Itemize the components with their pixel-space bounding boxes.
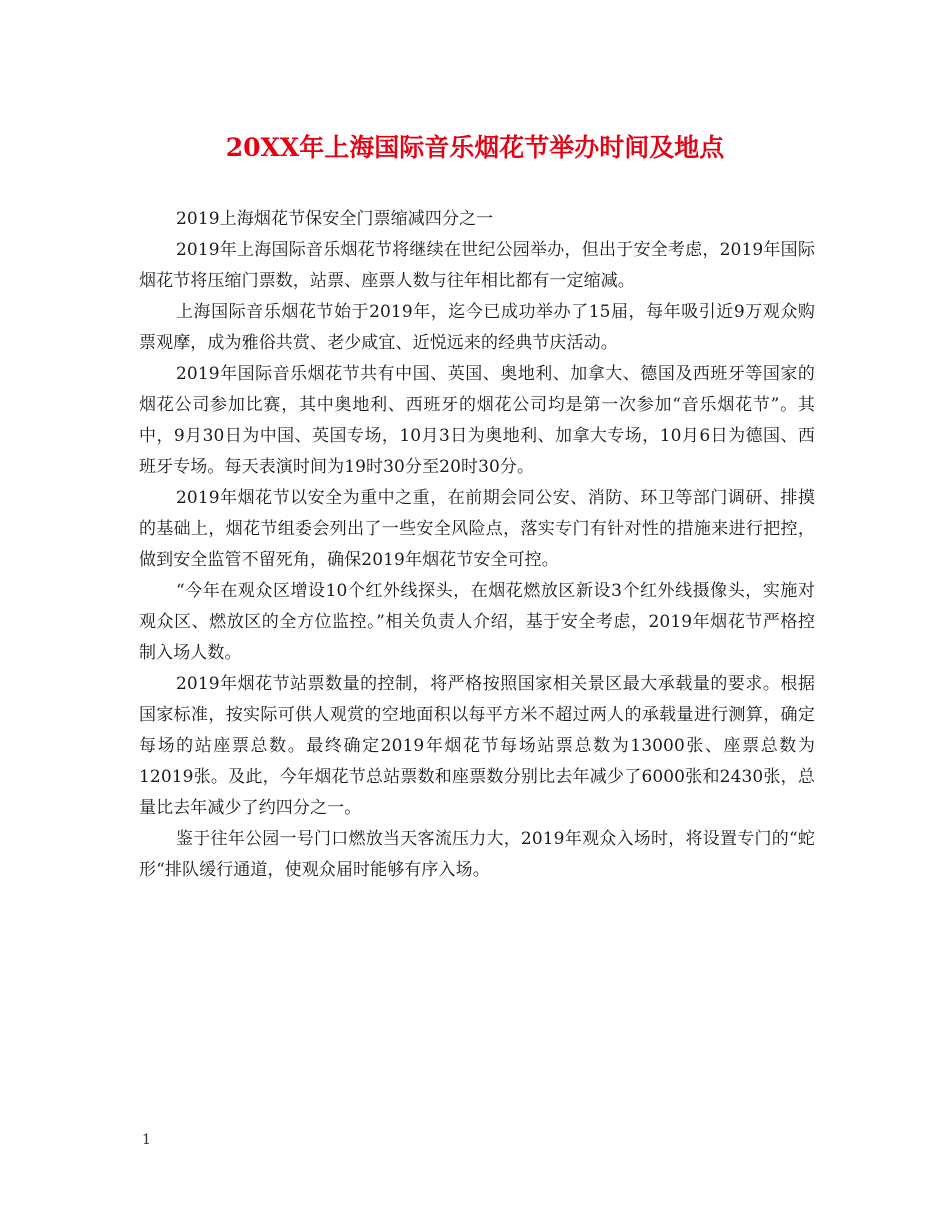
paragraph: 上海国际音乐烟花节始于2019年，迄今已成功举办了15届，每年吸引近9万观众购票观摩，成为雅俗共赏、老少咸宜、近悦远来的经典节庆活动。 [139, 302, 815, 353]
paragraph: 鉴于往年公园一号门口燃放当天客流压力大，2019年观众入场时，将设置专门的“蛇形“排队缓行通道，使观众届时能够有序入场。 [139, 829, 815, 880]
paragraph: 2019年国际音乐烟花节共有中国、英国、奥地利、加拿大、德国及西班牙等国家的烟花公司参加比赛，其中奥地利、西班牙的烟花公司均是第一次参加“音乐烟花节”。其中，9月30日为中国、英国专场，10月3日为奥地利、加拿大专场，10月6日为德国、西班牙专场。每天表演时间为19时30分至20时30分。 [139, 364, 815, 477]
paragraph-quote: “今年在观众区增设10个红外线探头，在烟花燃放区新设3个红外线摄像头，实施对观众区、燃放区的全方位监控。”相关负责人介绍，基于安全考虑，2019年烟花节严格控制入场人数。 [139, 581, 815, 663]
paragraph: 2019年烟花节以安全为重中之重，在前期会同公安、消防、环卫等部门调研、排摸的基础上，烟花节组委会列出了一些安全风险点，落实专门有针对性的措施来进行把控，做到安全监管不留死角，确保2019年烟花节安全可控。 [139, 488, 815, 570]
paragraph-subtitle: 2019上海烟花节保安全门票缩减四分之一 [176, 209, 494, 229]
paragraph: 2019年烟花节站票数量的控制，将严格按照国家相关景区最大承载量的要求。根据国家标准，按实际可供人观赏的空地面积以每平方米不超过两人的承载量进行测算，确定每场的站座票总数。最终确定2019年烟花节每场站票总数为13000张、座票总数为12019张。及此，今年烟花节总站票数和座票数分别比去年减少了6000张和2430张，总量比去年减少了约四分之一。 [139, 674, 815, 818]
paragraph: 2019年上海国际音乐烟花节将继续在世纪公园举办，但出于安全考虑，2019年国际烟花节将压缩门票数，站票、座票人数与往年相比都有一定缩减。 [139, 240, 815, 291]
document-title: 20XX年上海国际音乐烟花节举办时间及地点 [225, 133, 725, 162]
document-body [139, 204, 815, 886]
page-number: 1 [142, 1132, 151, 1148]
